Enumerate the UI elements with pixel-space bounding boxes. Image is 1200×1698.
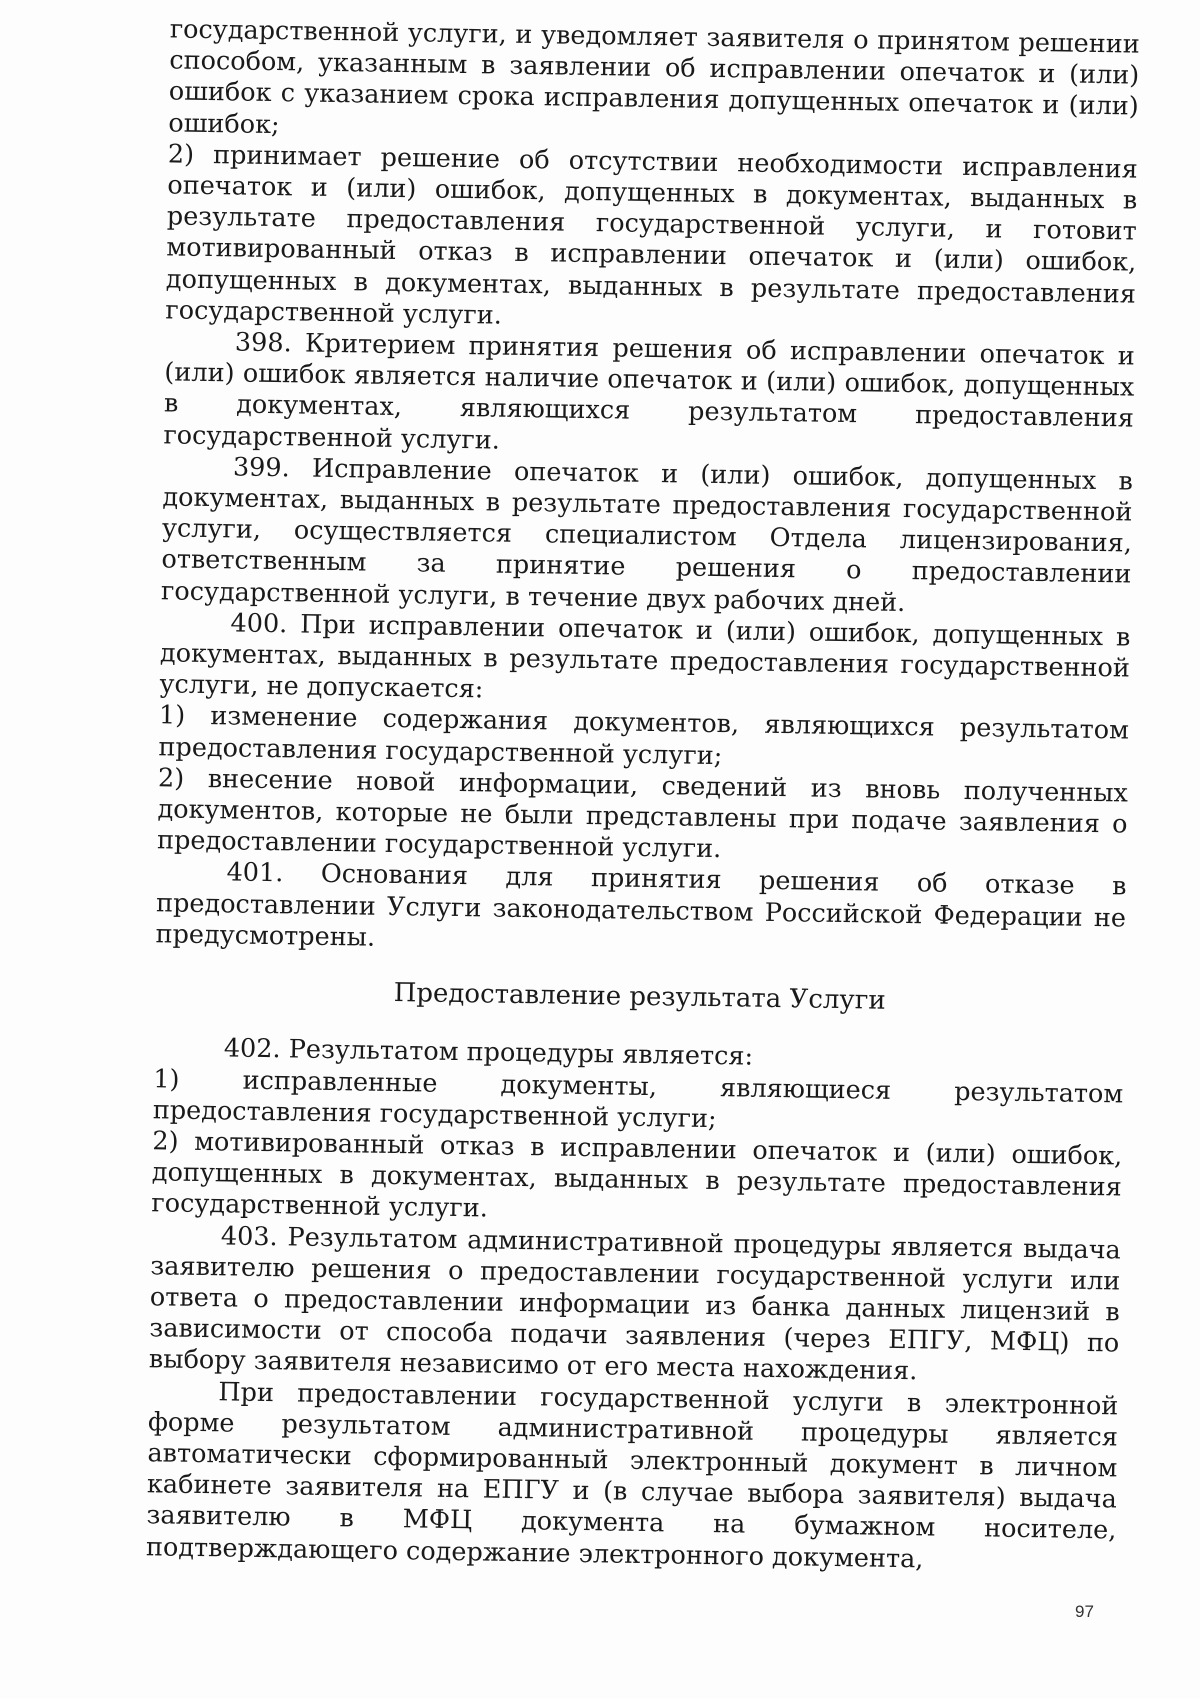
paragraph: При предоставлении государственной услуги в электронной форме результатом административной процедуры является автоматически сформированный электронный документ в личном кабинете заявителя на ЕПГУ и (в случае выбора заявителя) выдача заявителю в МФЦ документа на бумажном носителе, подтверждающего содержание электронного документа,: [145, 1376, 1119, 1574]
paragraph: 2) принимает решение об отсутствии необходимости исправления опечаток и (или) ошибок, допущенных в документах, выданных в результате предоставления государственной услуги, и готовит мотивированный отказ в исправлении опечаток и (или) ошибок, допущенных в документах, выданных в результате предоставления государственной услуги.: [165, 139, 1138, 331]
page-number: 97: [1075, 1602, 1094, 1621]
list-item: 1) исправленные документы, являющиеся результатом предоставления государственной услуги;: [152, 1063, 1124, 1134]
paragraph: 400. При исправлении опечаток и (или) ошибок, допущенных в документах, выданных в результате предоставления государственной услуги, не допускается:: [159, 608, 1131, 705]
paragraph: 402. Результатом процедуры является:: [223, 1033, 754, 1072]
paragraph: 401. Основания для принятия решения об отказе в предоставлении Услуги законодательством Российской Федерации не предусмотрены.: [155, 857, 1127, 953]
paragraph: государственной услуги, и уведомляет заявителя о принятом решении способом, указанным в заявлении об исправлении опечаток и (или) ошибок с указанием срока исправления допущенных опечаток и (или) ошибок;: [168, 14, 1140, 140]
document-body: [146, 14, 1140, 1578]
list-item: 1) изменение содержания документов, являющихся результатом предоставления государственной услуги;: [158, 700, 1130, 771]
paragraph: 399. Исправление опечаток и (или) ошибок, допущенных в документах, выданных в результате предоставления государственной услуги, осуществляется специалистом Отдела лицензирования, ответственным за принятие решения о предоставлении государственной услуги, в течение двух рабочих дней.: [160, 452, 1134, 618]
paragraph: 403. Результатом административной процедуры является выдача заявителю решения о предоставлении государственной услуги или ответа о предоставлении информации из банка данных лицензий в зависимости от способа подачи заявления (через ЕПГУ, МФЦ) по выбору заявителя независимо от его места нахождения.: [148, 1220, 1122, 1387]
list-item: 2) мотивированный отказ в исправлении опечаток и (или) ошибок, допущенных в документах, выданных в результате предоставления государственной услуги.: [151, 1126, 1123, 1224]
section-heading: Предоставление результата Услуги: [393, 978, 886, 1016]
paragraph: 398. Критерием принятия решения об исправлении опечаток и (или) ошибок является наличие опечаток и (или) ошибок, допущенных в документах, являющихся результатом предоставления государственной услуги.: [163, 327, 1136, 456]
list-item: 2) внесение новой информации, сведений из вновь полученных документов, которые не были представлены при подаче заявления о предоставлении государственной услуги.: [156, 763, 1129, 865]
